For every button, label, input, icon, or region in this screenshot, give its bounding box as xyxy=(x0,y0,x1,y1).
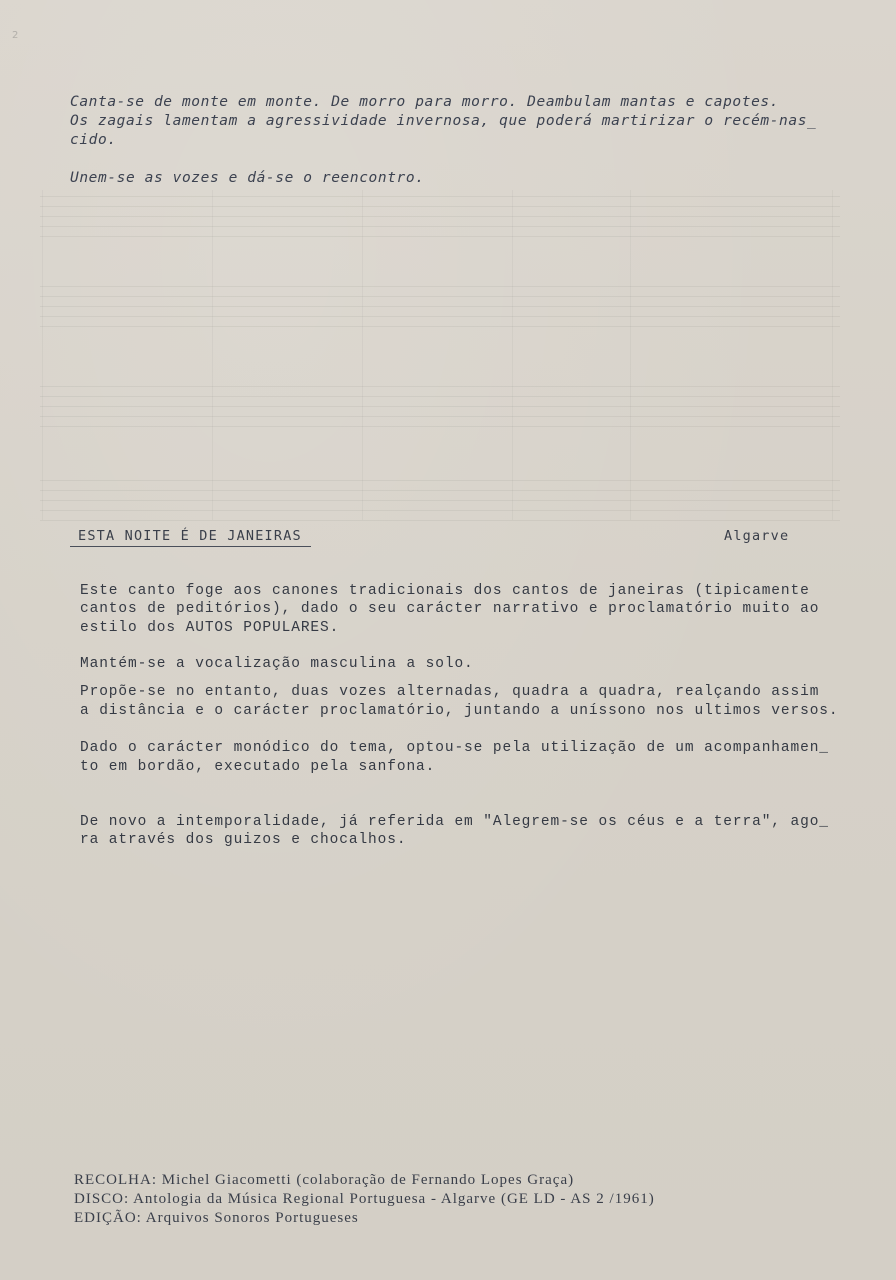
credits-edicao: EDIÇÃO: Arquivos Sonoros Portugueses xyxy=(74,1210,359,1226)
section-title-underline xyxy=(70,546,311,547)
section-region: Algarve xyxy=(724,528,790,544)
body-line-2: cantos de peditórios), dado o seu carácter narrativo e proclamatório muito ao xyxy=(80,601,820,617)
body-line-10: ra através dos guizos e chocalhos. xyxy=(80,832,407,848)
body-line-5: Propõe-se no entanto, duas vozes alternadas, quadra a quadra, realçando assim xyxy=(80,684,820,700)
intro-line-4: Unem-se as vozes e dá-se o reencontro. xyxy=(70,170,425,186)
margin-mark: 2 xyxy=(12,30,19,41)
credits-recolha: RECOLHA: Michel Giacometti (colaboração de Fernando Lopes Graça) xyxy=(74,1172,575,1188)
section-title: ESTA NOITE É DE JANEIRAS xyxy=(78,528,302,544)
body-line-6: a distância e o carácter proclamatório, juntando a uníssono nos ultimos versos. xyxy=(80,703,839,719)
body-line-1: Este canto foge aos canones tradicionais dos cantos de janeiras (tipicamente xyxy=(80,583,810,599)
body-line-3: estilo dos AUTOS POPULARES. xyxy=(80,620,340,636)
intro-line-1: Canta-se de monte em monte. De morro para morro. Deambulam mantas e capotes. xyxy=(70,94,780,110)
body-line-7: Dado o carácter monódico do tema, optou-se pela utilização de um acompanhamen_ xyxy=(80,740,829,756)
body-line-4: Mantém-se a vocalização masculina a solo. xyxy=(80,656,474,672)
body-line-8: to em bordão, executado pela sanfona. xyxy=(80,759,436,775)
intro-line-3: cido. xyxy=(70,132,117,148)
intro-line-2: Os zagais lamentam a agressividade invernosa, que poderá martirizar o recém-nas_ xyxy=(70,113,817,129)
body-line-9: De novo a intemporalidade, já referida em "Alegrem-se os céus e a terra", ago_ xyxy=(80,814,829,830)
credits-disco: DISCO: Antologia da Música Regional Portuguesa - Algarve (GE LD - AS 2 /1961) xyxy=(74,1191,655,1207)
